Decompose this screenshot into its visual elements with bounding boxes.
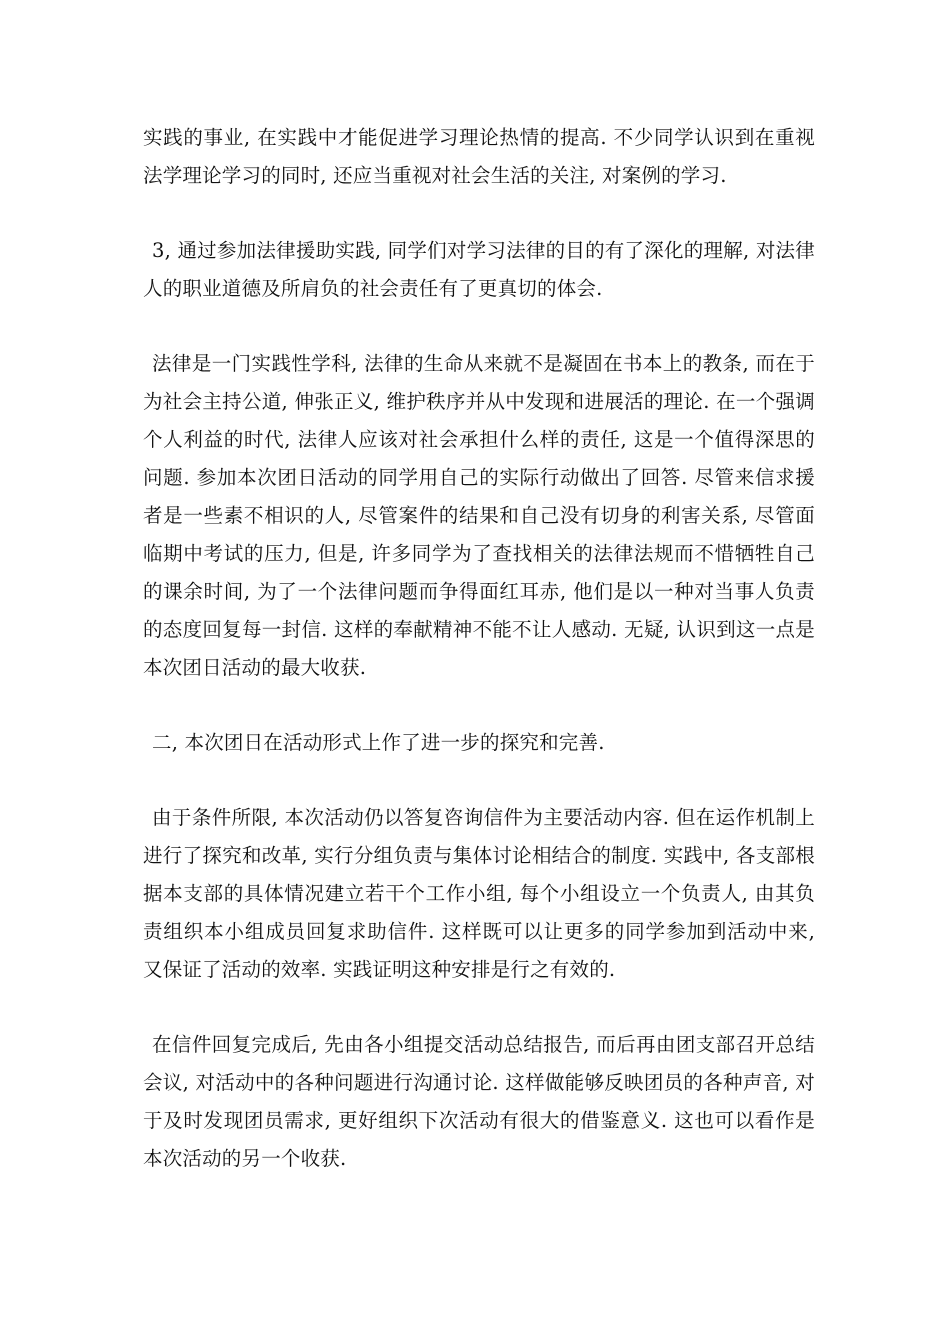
paragraph-summary-meeting: 在信件回复完成后, 先由各小组提交活动总结报告, 而后再由团支部召开总结会议, 对活动中的各种问题进行沟通讨论. 这样做能够反映团员的各种声音, 对于及时发现团员需求, 更好组织下次活动有很大的借鉴意义. 这也可以看作是本次活动的另一个收获. xyxy=(143,1033,815,1170)
paragraph-activity-form: 由于条件所限, 本次活动仍以答复咨询信件为主要活动内容. 但在运作机制上进行了探究和改革, 实行分组负责与集体讨论相结合的制度. 实践中, 各支部根据本支部的具体情况建立若干个工作小组, 每个小组设立一个负责人, 由其负责组织本小组成员回复求助信件. 这样既可以让更多的同学参加到活动中来, 又保证了活动的效率. 实践证明这种安排是行之有效的. xyxy=(143,806,815,981)
document-body xyxy=(143,119,815,1215)
paragraph-point-3: 3, 通过参加法律援助实践, 同学们对学习法律的目的有了深化的理解, 对法律人的职业道德及所肩负的社会责任有了更真切的体会. xyxy=(143,239,815,300)
section-heading-two: 二, 本次团日在活动形式上作了进一步的探究和完善. xyxy=(152,731,605,754)
paragraph-continuation: 实践的事业, 在实践中才能促进学习理论热情的提高. 不少同学认识到在重视法学理论学习的同时, 还应当重视对社会生活的关注, 对案例的学习. xyxy=(143,126,815,187)
paragraph-law-practice: 法律是一门实践性学科, 法律的生命从来就不是凝固在书本上的教条, 而在于为社会主持公道, 伸张正义, 维护秩序并从中发现和进展活的理论. 在一个强调个人利益的时代, 法律人应该对社会承担什么样的责任, 这是一个值得深思的问题. 参加本次团日活动的同学用自己的实际行动做出了回答. 尽管来信求援者是一些素不相识的人, 尽管案件的结果和自己没有切身的利害关系, 尽管面临期中考试的压力, 但是, 许多同学为了查找相关的法律法规而不惜牺牲自己的课余时间, 为了一个法律问题而争得面红耳赤, 他们是以一种对当事人负责的态度回复每一封信. 这样的奉献精神不能不让人感动. 无疑, 认识到这一点是本次团日活动的最大收获. xyxy=(143,352,815,679)
